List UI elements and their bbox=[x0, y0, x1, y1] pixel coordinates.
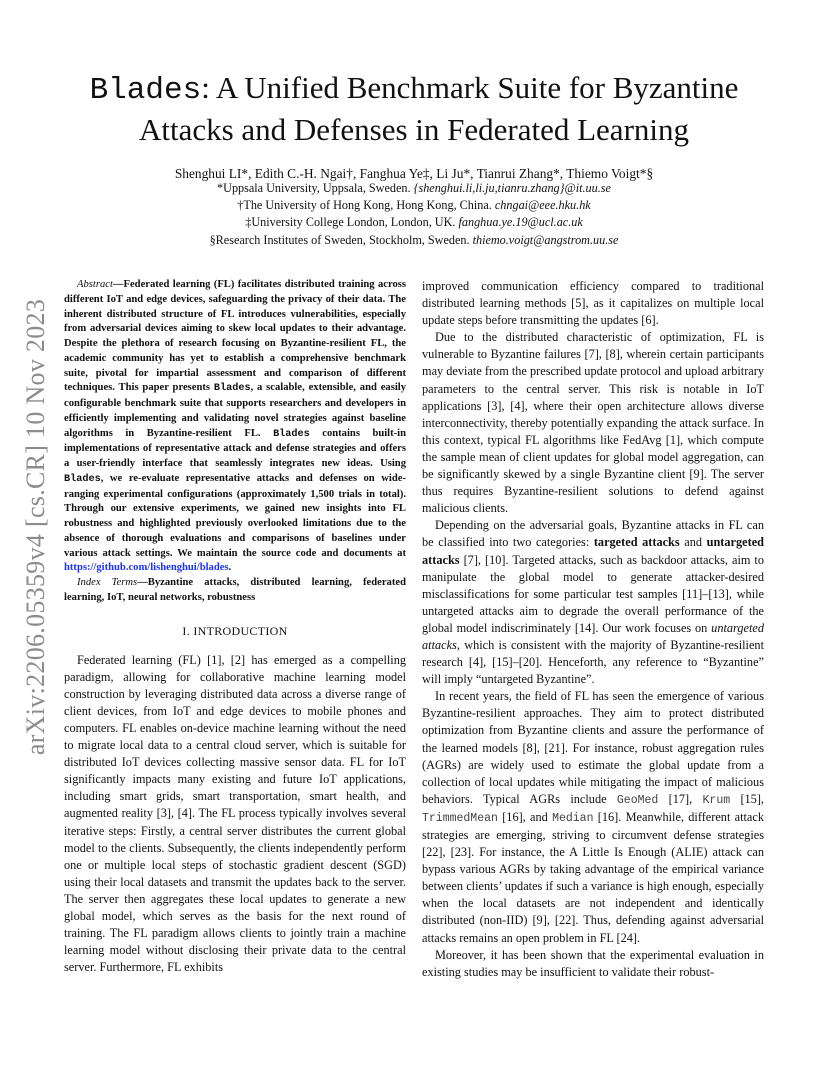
intro-paragraph: Federated learning (FL) [1], [2] has emerged as a compelling paradigm, allowing for collaborative machine learning model construction by leveraging distributed data across a diverse range of client devices, from IoT and edge devices to mobile phones and computers. FL enables on-device machine learning without the need to migrate local data to a central cloud server, which is suitable for distributed IoT devices collecting massive sensor data. FL for IoT significantly impacts many existing and future IoT applications, including smart grids, smart transportation, smart health, and augmented reality [3], [4]. The FL process typically involves several iterative steps: Firstly, a central server distributes the current global model to the clients. Subsequently, the clients independently perform one or multiple local steps of stochastic gradient descent (SGD) using their local datasets and transmit the updates back to the server. The server then aggregates these local updates to generate a new global model, which serves as the basis for the next round of training. The FL paradigm allows clients to jointly train a machine learning model without disclosing their private data to the central server. Furthermore, FL exhibits bbox=[64, 652, 406, 975]
title-line2: Attacks and Defenses in Federated Learning bbox=[138, 112, 690, 147]
author-list: Shenghui LI*, Edith C.-H. Ngai†, Fanghua Ye‡, Li Ju*, Tianrui Zhang*, Thiemo Voigt*§ bbox=[174, 166, 654, 181]
affiliation-3: ‡University College London, London, UK. fanghua.ye.19@ucl.ac.uk bbox=[245, 215, 583, 230]
arxiv-identifier-text: arXiv:2206.05359v4 [cs.CR] 10 Nov 2023 bbox=[21, 298, 50, 756]
title-line1: : A Unified Benchmark Suite for Byzantine bbox=[201, 70, 739, 105]
right-column bbox=[422, 278, 764, 981]
paragraph-evaluation: Moreover, it has been shown that the experimental evaluation in existing studies may be insufficient to validate their robust- bbox=[422, 947, 764, 979]
email: thiemo.voigt@angstrom.uu.se bbox=[472, 232, 619, 247]
affiliations bbox=[60, 180, 768, 249]
email: chngai@eee.hku.hk bbox=[494, 198, 591, 213]
email: {shenghui.li,li.ju,tianru.zhang}@it.uu.se bbox=[413, 181, 611, 195]
affiliation-2: †The University of Hong Kong, Hong Kong, China. chngai@eee.hku.hk bbox=[237, 198, 591, 213]
abstract: Abstract—Federated learning (FL) facilitates distributed training across different IoT and edge devices, safeguarding the privacy of their data. The inherent distributed structure of FL introduces vulnerabilities, especially from adversarial devices aiming to skew local updates to their advantage. Despite the plethora of research focusing on Byzantine-resilient FL, the academic community has yet to establish a comprehensive benchmark suite, pivotal for impartial assessment and comparison of different techniques. This paper presents Blades, a scalable, extensible, and easily configurable benchmark suite that supports researchers and developers in efficiently implementing and validating novel strategies against baseline algorithms in Byzantine-resilient FL. Blades contains built-in implementations of representative attack and defense strategies and offers a user-friendly interface that seamlessly integrates new ideas. Using Blades, we re-evaluate representative attacks and defenses on wide-ranging experimental configurations (approximately 1,500 trials in total). Through our extensive experiments, we gained new insights into FL robustness and highlighted previously overlooked limitations due to the absence of thorough evaluations and comparisons of baselines under various attack settings. We maintain the source code and documents at https://github.com/lishenghui/blades. bbox=[64, 279, 407, 574]
title-prefix: Blades bbox=[89, 73, 202, 108]
email: fanghua.ye.19@ucl.ac.uk bbox=[458, 215, 583, 230]
section-heading: I. INTRODUCTION bbox=[182, 623, 288, 638]
left-column bbox=[64, 278, 406, 976]
affiliation-4: §Research Institutes of Sweden, Stockholm, Sweden. thiemo.voigt@angstrom.uu.se bbox=[209, 232, 619, 247]
paragraph-attacks: Depending on the adversarial goals, Byzantine attacks in FL can be classified into two categories: targeted attacks and untargeted attacks [7], [10]. Targeted attacks, such as backdoor attacks, aim to manipulate the global model to generate attacker-desired misclassifications for some particular test samples [11]–[13], while untargeted attacks aim to degrade the overall performance of the global model indiscriminately [14]. Our work focuses on untargeted attacks, which is consistent with the majority of Byzantine-resilient research [4], [15]–[20]. Henceforth, any reference to “Byzantine” will imply “untargeted Byzantine”. bbox=[422, 518, 765, 687]
paragraph-byzantine: Due to the distributed characteristic of optimization, FL is vulnerable to Byzantine failures [7], [8], wherein certain participants may deviate from the prescribed update protocol and upload arbitrary parameters to the central server. This risk is notable in IoT applications [3], [4], where their open architecture allows diverse interconnectivity, thereby potentially expanding the attack surface. In this context, typical FL algorithms like FedAvg [1], which compute the sample mean of client updates for global model aggregation, can be significantly skewed by a single Byzantine client [9]. The server thus requires Byzantine-resilient solutions to defend against malicious clients. bbox=[422, 330, 764, 516]
paragraph-continued: improved communication efficiency compared to traditional distributed learning methods [5], as it capitalizes on multiple local update steps before transmitting the updates [6]. bbox=[422, 279, 764, 328]
github-link[interactable]: https://github.com/lishenghui/blades bbox=[64, 562, 229, 574]
paragraph-agrs: In recent years, the field of FL has seen the emergence of various Byzantine-resilient approaches. They aim to protect distributed optimization from Byzantine clients and assure the performance of the learned models [8], [21]. For instance, robust aggregation rules (AGRs) are widely used to estimate the global update from a collection of local updates while mitigating the impact of malicious behaviors. Typical AGRs include GeoMed [17], Krum [15], TrimmedMean [16], and Median [16]. Meanwhile, different attack strategies are emerging, striving to circumvent defense strategies [22], [23]. For instance, the A Little Is Enough (ALIE) attack can bypass various AGRs by taking advantage of the empirical variance between clients’ updates if such a variance is high enough, especially when the local datasets are not independent and identically distributed (non-IID) [9], [22]. Thus, defending against adversarial attacks remains an open problem in FL [24]. bbox=[422, 689, 765, 945]
paper-title bbox=[60, 68, 768, 149]
index-terms: Index Terms—Byzantine attacks, distributed learning, federated learning, IoT, neural networks, robustness bbox=[64, 577, 406, 603]
affiliation-1: *Uppsala University, Uppsala, Sweden. {shenghui.li,li.ju,tianru.zhang}@it.uu.se bbox=[217, 181, 611, 195]
arxiv-identifier bbox=[22, 282, 50, 772]
